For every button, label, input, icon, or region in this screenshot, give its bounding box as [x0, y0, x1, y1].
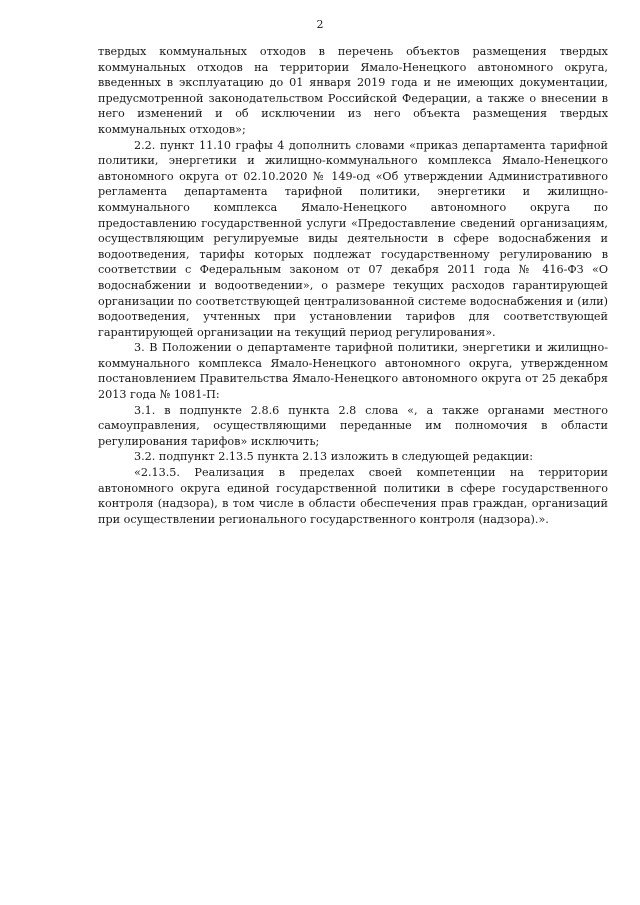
paragraph-continuation: твердых коммунальных отходов в перечень объектов размещения твердых коммунальных отходов на территории Ямало-Ненецкого автономного округа, введенных в эксплуатацию до 01 января 2019 года и не имеющих документации, предусмотренной законодательством Российской Федерации, а также о внесении в него изменений и об исключении из него объекта размещения твердых коммунальных отходов»;: [98, 45, 608, 136]
paragraph-3-2: 3.2. подпункт 2.13.5 пункта 2.13 изложить в следующей редакции:: [134, 450, 534, 464]
paragraph-3-1: 3.1. в подпункте 2.8.6 пункта 2.8 слова «, а также органами местного самоуправления, осуществляющими переданные им полномочия в области регулирования тарифов» исключить;: [98, 403, 608, 448]
paragraph-2-13-5: «2.13.5. Реализация в пределах своей компетенции на территории автономного округа единой государственной политики в сфере государственного контроля (надзора), в том числе в области обеспечения прав граждан, организаций при осуществлении регионального государственного контроля (надзора).».: [98, 466, 608, 526]
page-number: 2: [316, 18, 324, 31]
paragraph-2-2: 2.2. пункт 11.10 графы 4 дополнить словами «приказ департамента тарифной политики, энергетики и жилищно-коммунального комплекса Ямало-Ненецкого автономного округа от 02.10.2020 № 149-од «Об утверждении Административного регламента департамента тарифной политики, энергетики и жилищно-коммунального комплекса Ямало-Ненецкого автономного округа по предоставлению государственной услуги «Предоставление сведений организациям, осуществляющим регулируемые виды деятельности в сфере водоснабжения и водоотведения, тарифы которых подлежат государственному регулированию в соответствии с Федеральным законом от 07 декабря 2011 года № 416-ФЗ «О водоснабжении и водоотведении», о размере текущих расходов гарантирующей организации по соответствующей централизованной системе водоснабжения и (или) водоотведения, учтенных при установлении тарифов для соответствующей гарантирующей организации на текущий период регулирования».: [98, 138, 608, 339]
document-body: [98, 44, 608, 527]
paragraph-3: 3. В Положении о департаменте тарифной политики, энергетики и жилищно-коммунального комплекса Ямало-Ненецкого автономного округа, утвержденном постановлением Правительства Ямало-Ненецкого автономного округа от 25 декабря 2013 года № 1081-П:: [98, 341, 608, 402]
